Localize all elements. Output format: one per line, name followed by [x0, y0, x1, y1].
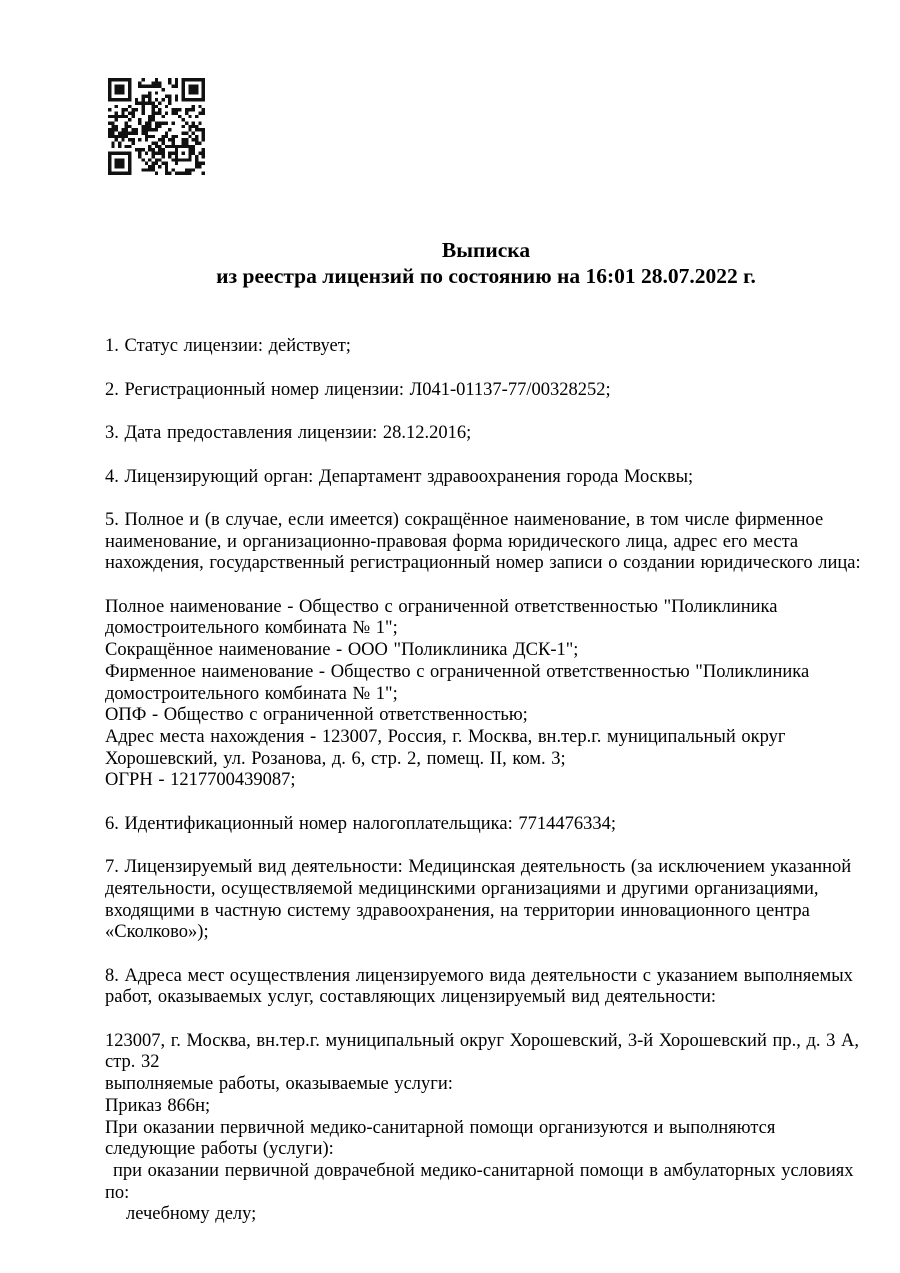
document-title-line2: из реестра лицензий по состоянию на 16:01 28.07.2022 г.	[216, 263, 756, 288]
document-title-line1: Выписка	[441, 238, 531, 262]
medical-business-line: лечебному делу;	[126, 1204, 257, 1225]
inn-line: 6. Идентификационный номер налогоплательщика: 7714476334;	[105, 813, 617, 834]
legal-address-line: Адрес места нахождения - 123007, Россия, г. Москва, вн.тер.г. муниципальный округ Хорошевский, ул. Розанова, д. 6, стр. 2, помещ. II, ком. 3;	[105, 726, 786, 769]
pre-medical-care-line: при оказании первичной доврачебной медико-санитарной помощи в амбулаторных условиях по:	[105, 1160, 854, 1203]
primary-care-line: При оказании первичной медико-санитарной помощи организуются и выполняются следующие работы (услуги):	[105, 1117, 776, 1160]
license-status-line: 1. Статус лицензии: действует;	[105, 336, 351, 357]
licensing-authority-line: 4. Лицензирующий орган: Департамент здравоохранения города Москвы;	[105, 466, 694, 487]
activity-address-line: 123007, г. Москва, вн.тер.г. муниципальный округ Хорошевский, 3-й Хорошевский пр., д. 3 А, стр. 32	[105, 1030, 860, 1073]
short-name-line: Сокращённое наименование - ООО "Поликлиника ДСК-1";	[105, 640, 579, 661]
order-866n-line: Приказ 866н;	[105, 1095, 211, 1116]
opf-line: ОПФ - Общество с ограниченной ответственностью;	[105, 705, 528, 726]
full-name-line: Полное наименование - Общество с ограниченной ответственностью "Поликлиника домостроительного комбината № 1";	[105, 596, 778, 639]
brand-name-line: Фирменное наименование - Общество с ограниченной ответственностью "Поликлиника домостроительного комбината № 1";	[105, 661, 810, 704]
activity-type-paragraph: 7. Лицензируемый вид деятельности: Медицинская деятельность (за исключением указанной деятельности, осуществляемой медицинскими организациями и другими организациями, входящими в частную систему здравоохранения, на территории инновационного центра «Сколково»);	[105, 857, 852, 943]
ogrn-line: ОГРН - 1217700439087;	[105, 770, 296, 791]
works-services-line: выполняемые работы, оказываемые услуги:	[105, 1074, 453, 1095]
document-body	[105, 0, 867, 1226]
grant-date-line: 3. Дата предоставления лицензии: 28.12.2016;	[105, 423, 472, 444]
registration-number-line: 2. Регистрационный номер лицензии: Л041-01137-77/00328252;	[105, 379, 611, 400]
document-title	[105, 238, 867, 289]
names-intro-paragraph: 5. Полное и (в случае, если имеется) сокращённое наименование, в том числе фирменное наименование, и организационно-правовая форма юридического лица, адрес его места нахождения, государственный регистрационный номер записи о создании юридического лица:	[105, 509, 861, 574]
addresses-intro-paragraph: 8. Адреса мест осуществления лицензируемого вида деятельности с указанием выполняемых работ, оказываемых услуг, составляющих лицензируемый вид деятельности:	[105, 965, 853, 1008]
